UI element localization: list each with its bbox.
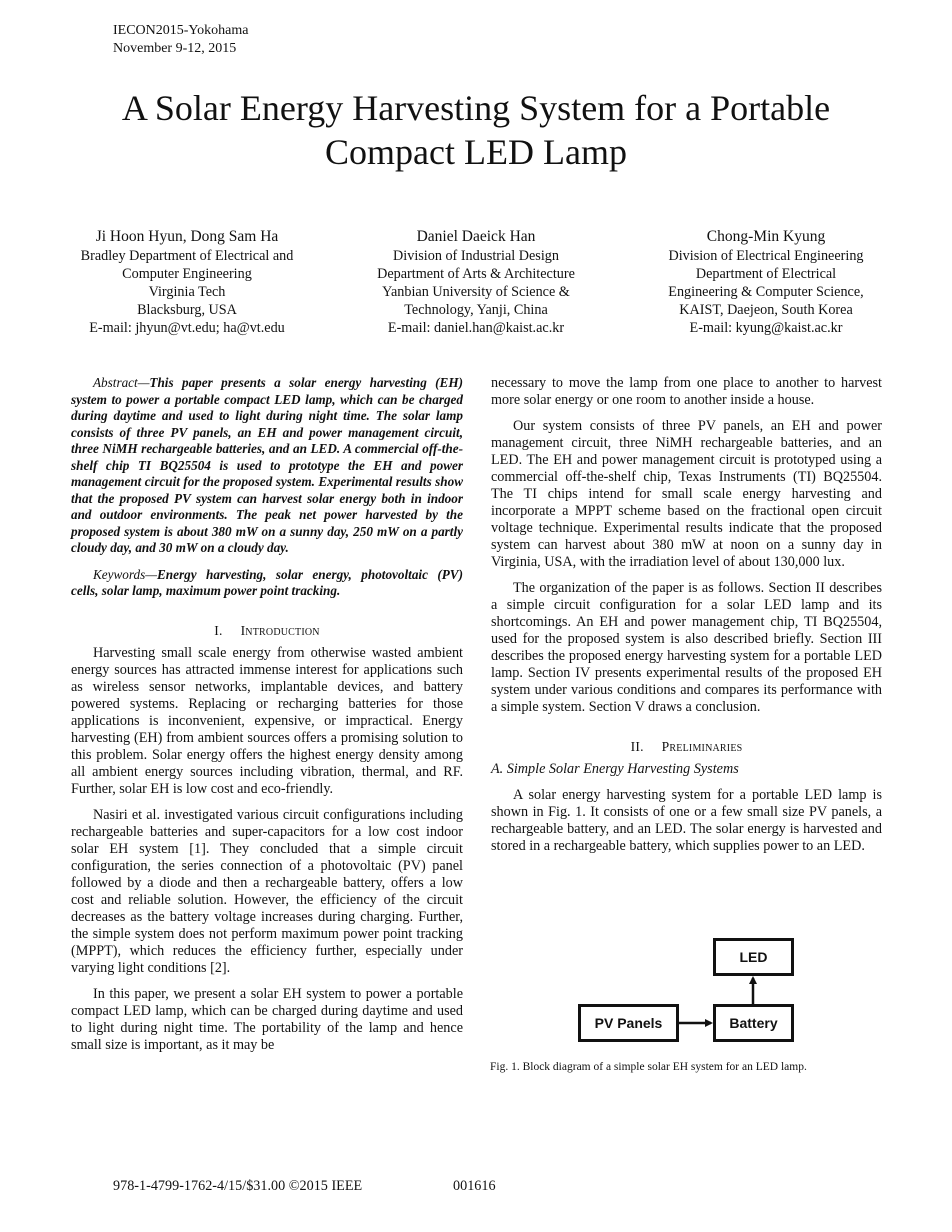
paragraph: In this paper, we present a solar EH system to power a portable compact LED lamp, which can be charged during daytime and used to light during night time. The portability of the lamp and hence small size is important, as it may be <box>71 985 463 1053</box>
author-affiliation: Department of Arts & Architecture <box>377 266 575 282</box>
section-title: Introduction <box>240 622 320 638</box>
section-number: I. <box>214 622 223 638</box>
pv-panels-block: PV Panels <box>578 1004 679 1042</box>
author-email: E-mail: jhyun@vt.edu; ha@vt.edu <box>89 320 285 336</box>
abstract-label: Abstract— <box>93 375 150 390</box>
paragraph: Harvesting small scale energy from otherwise wasted ambient energy sources has attracted immense interest for applications such as wireless sensor networks, implantable devices, and battery powered systems. Replacing or recharging batteries for those applications is inconvenient, expensive, or impractical. Energy harvesting (EH) from ambient sources offers a promising solution to this problem. Solar energy offers the highest energy density among all ambient energy sources including vibration, thermal, and RF. Further, solar EH is low cost and eco-friendly. <box>71 644 463 797</box>
battery-block: Battery <box>713 1004 794 1042</box>
author-email: E-mail: daniel.han@kaist.ac.kr <box>387 320 565 336</box>
keywords-text: Energy harvesting, solar energy, photovoltaic (PV) cells, solar lamp, maximum power point tracking. <box>71 566 463 598</box>
author-affiliation: Bradley Department of Electrical and <box>80 248 294 264</box>
author-affiliation: Yanbian University of Science & <box>382 284 570 300</box>
section-title: Preliminaries <box>661 739 743 754</box>
author-affiliation: Virginia Tech <box>148 284 226 300</box>
paragraph: necessary to move the lamp from one place to another to harvest more solar energy or one room to another inside a house. <box>491 375 882 408</box>
abstract-text: This paper presents a solar energy harvesting (EH) system to power a portable compact LED lamp, which can be charged during daytime and used to light during night time. The solar lamp consists of three PV panels, an EH and power management circuit, three NiMH rechargeable batteries, and an LED. A commercial off-the-shelf chip TI BQ25504 is used to prototype the EH and power management circuit for the proposed system. Experimental results show that the proposed PV system can harvest solar energy both in indoor and outdoor environments. The peak net power harvested by the proposed system is about 380 mW on a sunny day, 250 mW on a partly cloudy day, and 30 mW on a cloudy day. <box>71 375 463 555</box>
title-line-1: A Solar Energy Harvesting System for a Portable <box>121 88 831 128</box>
page-number: 001616 <box>453 1178 496 1194</box>
author-affiliation: KAIST, Daejeon, South Korea <box>679 302 853 318</box>
author-name: Daniel Daeick Han <box>416 228 536 245</box>
figure-caption: Fig. 1. Block diagram of a simple solar EH system for an LED lamp. <box>490 1061 807 1073</box>
title-line-2: Compact LED Lamp <box>325 132 627 172</box>
footer-isbn: 978-1-4799-1762-4/15/$31.00 ©2015 IEEE <box>113 1178 363 1194</box>
conference-dates: November 9-12, 2015 <box>113 41 237 56</box>
paragraph: A solar energy harvesting system for a portable LED lamp is shown in Fig. 1. It consists of one or a few small size PV panels, a rechargeable battery, and an LED. The solar energy is harvested and stored in a rechargeable battery, which supplies power to an LED. <box>491 787 882 854</box>
author-name: Chong-Min Kyung <box>706 228 826 245</box>
author-email: E-mail: kyung@kaist.ac.kr <box>689 320 843 336</box>
author-affiliation: Technology, Yanji, China <box>404 302 548 318</box>
section-number: II. <box>630 739 644 754</box>
author-affiliation: Division of Industrial Design <box>393 248 559 264</box>
paragraph: Nasiri et al. investigated various circuit configurations including rechargeable batteries and super-capacitors for a low cost indoor solar EH system [1]. They concluded that a simple circuit configuration, the series connection of a photovoltaic (PV) panel followed by a diode and then a rechargeable battery, offers a low cost and reliable solution. However, the efficiency of the circuit decreases as the battery voltage increases during charging. Further, the simple system does not perform maximum power point tracking (MPPT), which reduces the efficiency further, especially under varying light conditions [2]. <box>71 806 463 976</box>
conference-name: IECON2015-Yokohama <box>113 23 249 38</box>
author-affiliation: Engineering & Computer Science, <box>668 284 864 300</box>
author-affiliation: Division of Electrical Engineering <box>668 248 864 264</box>
paragraph: The organization of the paper is as follows. Section II describes a simple circuit configuration for a solar LED lamp and its shortcomings. An EH and power management chip, TI BQ25504, used for the proposed system is also described briefly. Section III describes the proposed energy harvesting system for a portable LED lamp. Section IV presents experimental results of the proposed EH system under various conditions and compares its performance with a simple system. Section V draws a conclusion. <box>491 580 882 715</box>
author-affiliation: Department of Electrical <box>695 266 837 282</box>
author-affiliation: Computer Engineering <box>122 266 252 282</box>
author-name: Ji Hoon Hyun, Dong Sam Ha <box>95 228 279 245</box>
author-affiliation: Blacksburg, USA <box>137 302 237 318</box>
keywords-label: Keywords— <box>93 566 157 582</box>
led-block: LED <box>713 938 794 976</box>
subsection-heading: A. Simple Solar Energy Harvesting Systems <box>491 761 739 777</box>
paragraph: Our system consists of three PV panels, an EH and power management circuit, three NiMH rechargeable batteries, and an LED. The EH and power management circuit is prototyped using a commercial off-the-shelf chip, Texas Instruments (TI) BQ25504. The TI chips intend for small scale energy harvesting and incorporate a MPPT scheme based on the fractional open circuit voltage technique. Experimental results indicate that the proposed system can harvest about 380 mW at noon on a sunny day in Virginia, USA, with the irradiation level of about 130,000 lux. <box>491 418 882 570</box>
